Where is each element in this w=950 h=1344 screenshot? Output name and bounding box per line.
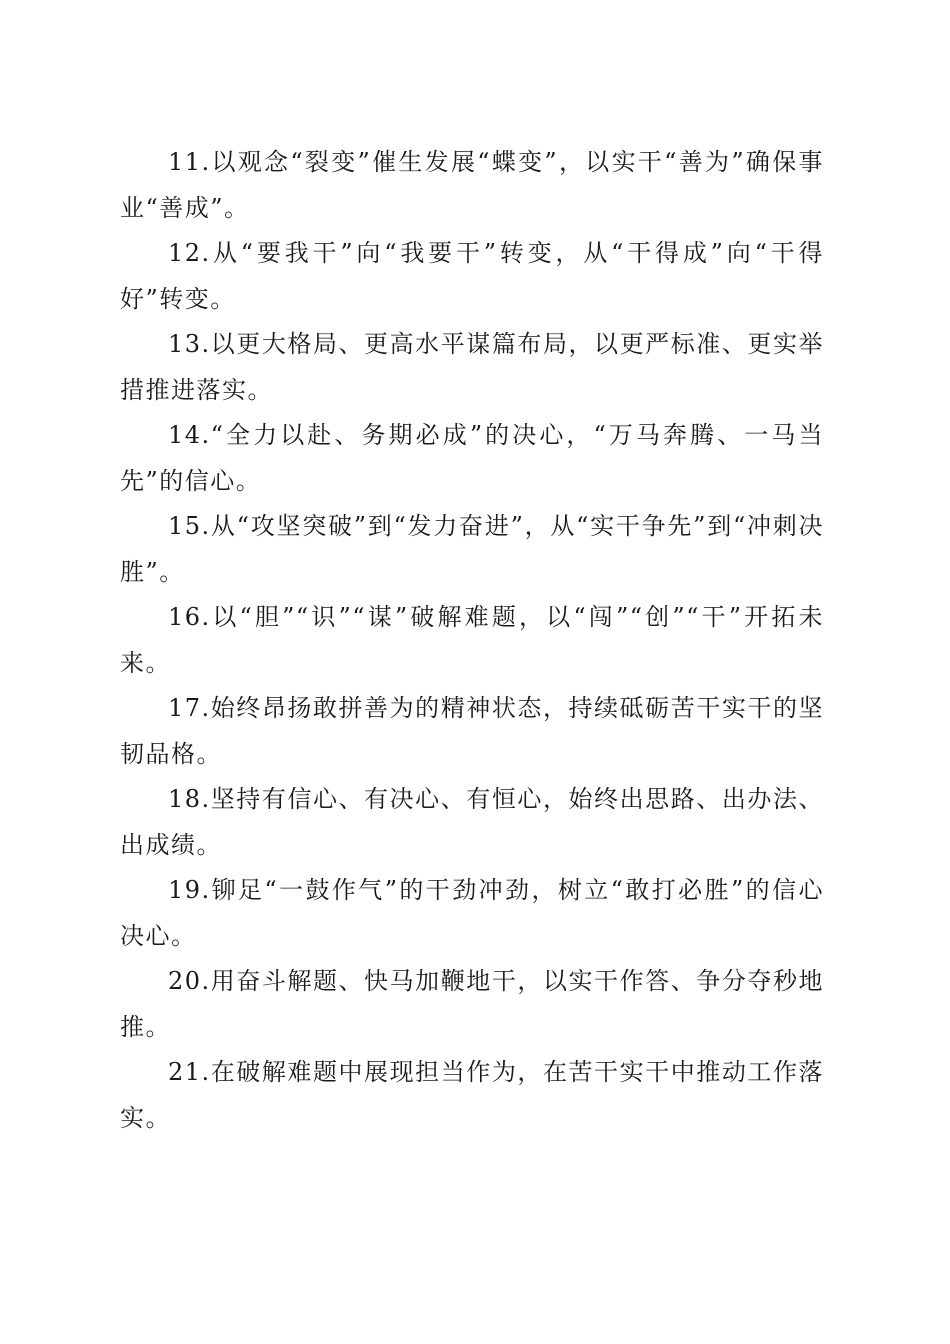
paragraph-20: 20.用奋斗解题、快马加鞭地干，以实干作答、争分夺秒地推。	[120, 967, 824, 1041]
paragraph-19: 19.铆足“一鼓作气”的干劲冲劲，树立“敢打必胜”的信心决心。	[120, 876, 824, 950]
paragraph-14: 14.“全力以赴、务期必成”的决心，“万马奔腾、一马当先”的信心。	[120, 421, 824, 495]
paragraph-15: 15.从“攻坚突破”到“发力奋进”，从“实干争先”到“冲刺决胜”。	[120, 512, 824, 586]
paragraph-12: 12.从“要我干”向“我要干”转变，从“干得成”向“干得好”转变。	[120, 239, 824, 313]
paragraph-13: 13.以更大格局、更高水平谋篇布局，以更严标准、更实举措推进落实。	[120, 330, 824, 404]
paragraph-18: 18.坚持有信心、有决心、有恒心，始终出思路、出办法、出成绩。	[120, 785, 824, 859]
paragraph-16: 16.以“胆”“识”“谋”破解难题，以“闯”“创”“干”开拓未来。	[120, 603, 824, 677]
document-body	[120, 140, 824, 1141]
paragraph-21: 21.在破解难题中展现担当作为，在苦干实干中推动工作落实。	[120, 1058, 824, 1132]
paragraph-17: 17.始终昂扬敢拼善为的精神状态，持续砥砺苦干实干的坚韧品格。	[120, 694, 824, 768]
paragraph-11: 11.以观念“裂变”催生发展“蝶变”，以实干“善为”确保事业“善成”。	[120, 148, 824, 222]
